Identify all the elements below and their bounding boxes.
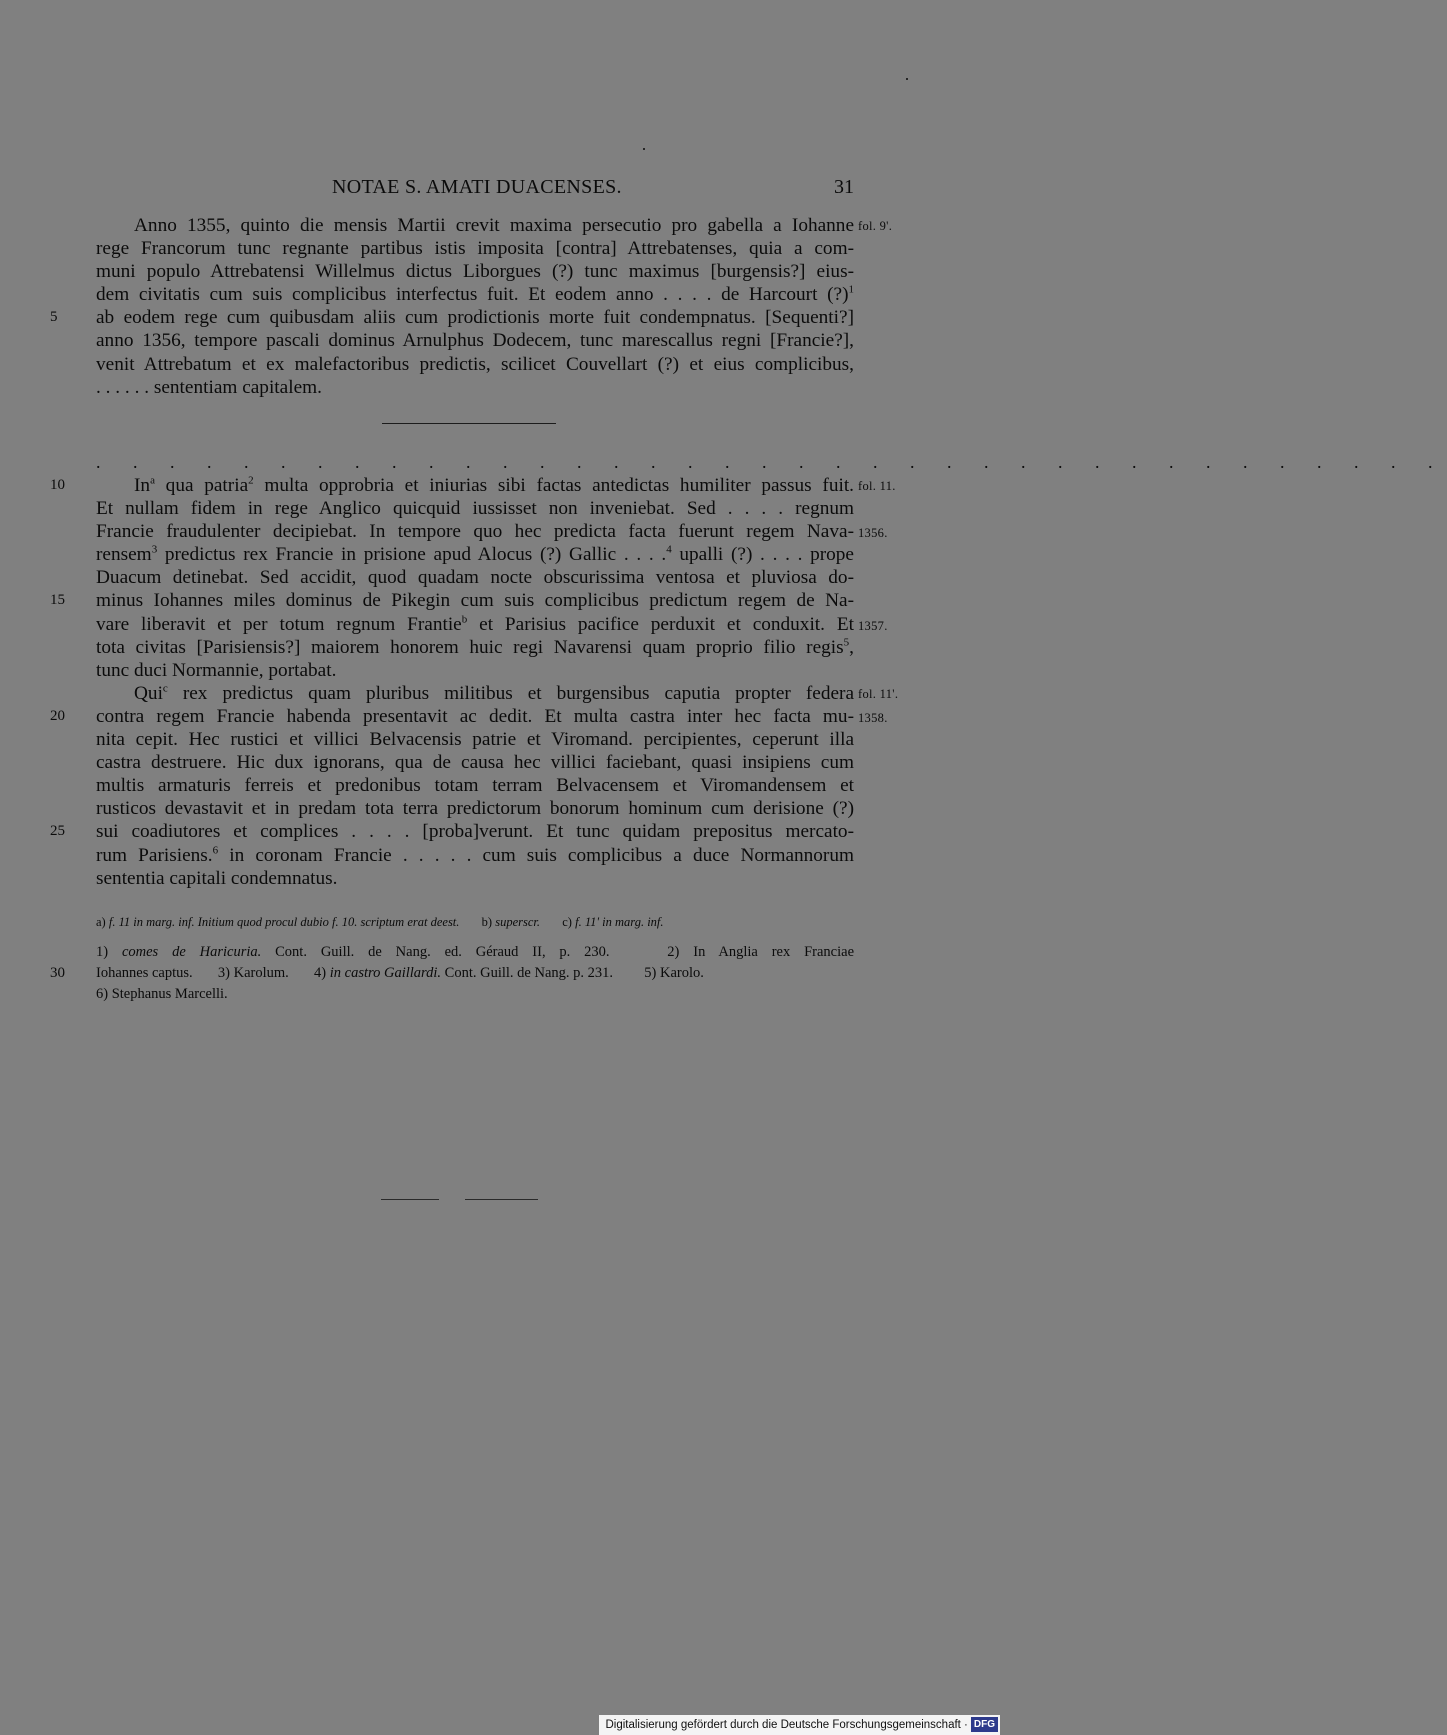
page-number: 31 [834, 176, 854, 198]
footnotes [50, 942, 855, 1005]
line-number: 15 [50, 592, 65, 609]
margin-note: fol. 11. [858, 479, 896, 493]
running-header [0, 172, 1000, 202]
critical-ref: c [162, 682, 168, 695]
text-line: 15 minus Iohannes miles dominus de Pikegin cum suis complicibus predictum regem de Na- [50, 590, 854, 612]
footnote-line: 30 Iohannes captus. 3) Karolum. 4) in castro Gaillardi. Cont. Guill. de Nang. p. 231. 5) Karolo. [96, 963, 854, 984]
line-number: 20 [50, 707, 65, 724]
text-line: vare liberavit et per totum regnum Frantie$^b$ et Parisius pacifice perduxit et conduxit. Et 1357. [96, 613, 854, 636]
bottom-rule-left [381, 1199, 439, 1200]
funding-credit: Digitalisierung gefördert durch die Deutsche Forschungsgemeinschaft · [605, 1719, 968, 1731]
text-line: 10 In$^a$ qua patria$^2$ multa opprobria et iniurias sibi factas antedictas humiliter passus fuit. fol. 11. [96, 474, 854, 497]
margin-note: fol. 11'. [858, 686, 899, 701]
margin-note: 1356. [858, 526, 888, 541]
section-divider [382, 423, 556, 424]
text-line: rensem$^3$ predictus rex Francie in prisione apud Alocus (?) Gallic . . . .$^4$ upalli (?) . . . . prope [96, 543, 854, 566]
line-number: 25 [50, 823, 65, 840]
footnote-ref: 6 [212, 844, 219, 857]
text-line: tota civitas [Parisiensis?] maiorem honorem huic regi Navarensi quam proprio filio regis$^5$, [96, 636, 854, 658]
footnote-ref: 1 [848, 283, 854, 296]
text-line: nita cepit. Hec rustici et villici Belvacensis patrie et Viromand. percipientes, ceperunt illa [96, 729, 854, 751]
footnote-ref: 2 [248, 474, 254, 487]
dfg-logo: DFG [971, 1717, 998, 1732]
footnote-line: 6) Stephanus Marcelli. [96, 986, 228, 1002]
scan-speck [906, 78, 908, 80]
text-line: Francie fraudulenter decipiebat. In tempore quo hec predicta facta fuerunt regem Nava- 1356. [96, 520, 854, 543]
text-line: sententia capitali condemnatus. [96, 867, 338, 889]
paragraph-2 [50, 474, 899, 890]
margin-note: fol. 9'. [858, 219, 893, 233]
text-line: 25 sui coadiutores et complices . . . . [proba]verunt. Et tunc quidam prepositus mercato- [50, 821, 854, 843]
lacuna-dots: . . . . . . . . . . . . . . . . . . . . . . . . . . . . . . . . . . . . . [96, 452, 1447, 472]
text-line: rum Parisiens.$^6$ in coronam Francie . . . . . cum suis complicibus a duce Normannorum [96, 844, 854, 866]
text-line: rege Francorum tunc regnante partibus istis imposita [contra] Attrebatenses, quia a com- [96, 238, 854, 260]
line-number: 30 [50, 965, 65, 981]
margin-note: 1358. [858, 710, 888, 725]
critical-apparatus [96, 912, 854, 933]
text-line: muni populo Attrebatensi Willelmus dictus Liborgues (?) tunc maximus [burgensis?] eius- [96, 261, 854, 283]
text-line: Et nullam fidem in rege Anglico quicquid iussisset non inveniebat. Sed . . . . regnum [96, 498, 854, 520]
text-line: multis armaturis ferreis et predonibus totam terram Belvacensem et Viromandensem et [96, 775, 854, 797]
text-line: Qui$^c$ rex predictus quam pluribus militibus et burgensibus caputia propter federa fol. 11'. [96, 682, 854, 705]
critical-ref: a [150, 474, 155, 487]
text-line: venit Attrebatum et ex malefactoribus predictis, scilicet Couvellart (?) et eius complicibus, [96, 353, 854, 375]
text-line: Anno 1355, quinto die mensis Martii crevit maxima persecutio pro gabella a Iohanne fol. 9'. [96, 214, 854, 237]
text-line: Duacum detinebat. Sed accidit, quod quadam nocte obscurissima ventosa et pluviosa do- [96, 567, 854, 589]
line-number: 10 [50, 477, 65, 493]
text-line: castra destruere. Hic dux ignorans, qua de causa hec villici faciebant, quasi insipiens cum [96, 752, 854, 774]
text-line: 5 ab eodem rege cum quibusdam aliis cum prodictionis morte fuit condempnatus. [Sequenti?] [50, 307, 854, 329]
scan-speck [643, 148, 645, 150]
critical-ref: b [461, 613, 468, 626]
text-line: rusticos devastavit et in predam tota terra predictorum bonorum hominum cum derisione (?) [96, 798, 854, 820]
digitization-footer [599, 1715, 1000, 1735]
text-line: 20 contra regem Francie habenda presentavit ac dedit. Et multa castra inter hec facta mu- 1358. [96, 705, 854, 728]
text-line: dem civitatis cum suis complicibus interfectus fuit. Et eodem anno . . . . de Harcourt (?)$^1$ [96, 283, 854, 306]
text-line: anno 1356, tempore pascali dominus Arnulphus Dodecem, tunc marescallus regni [Francie?], [96, 330, 854, 352]
margin-note: 1357. [858, 618, 888, 633]
footnote-ref: 4 [666, 543, 672, 556]
bottom-rule-right [465, 1199, 538, 1200]
line-number: 5 [50, 309, 58, 326]
text-line: tunc duci Normannie, portabat. [96, 659, 337, 681]
footnote-ref: 5 [843, 636, 850, 649]
paragraph-1 [50, 214, 893, 399]
text-line: . . . . . . sententiam capitalem. [96, 376, 322, 398]
footnote-line: 1) comes de Haricuria. Cont. Guill. de Nang. ed. Géraud II, p. 230. 2) In Anglia rex Franciae [96, 944, 855, 960]
critical-notes-line: a) f. 11 in marg. inf. Initium quod procul dubio f. 10. scriptum erat deest. b) superscr. c) f. 11' in marg. inf. [96, 915, 664, 929]
running-title: NOTAE S. AMATI DUACENSES. [332, 176, 622, 198]
footnote-ref: 3 [151, 543, 158, 556]
